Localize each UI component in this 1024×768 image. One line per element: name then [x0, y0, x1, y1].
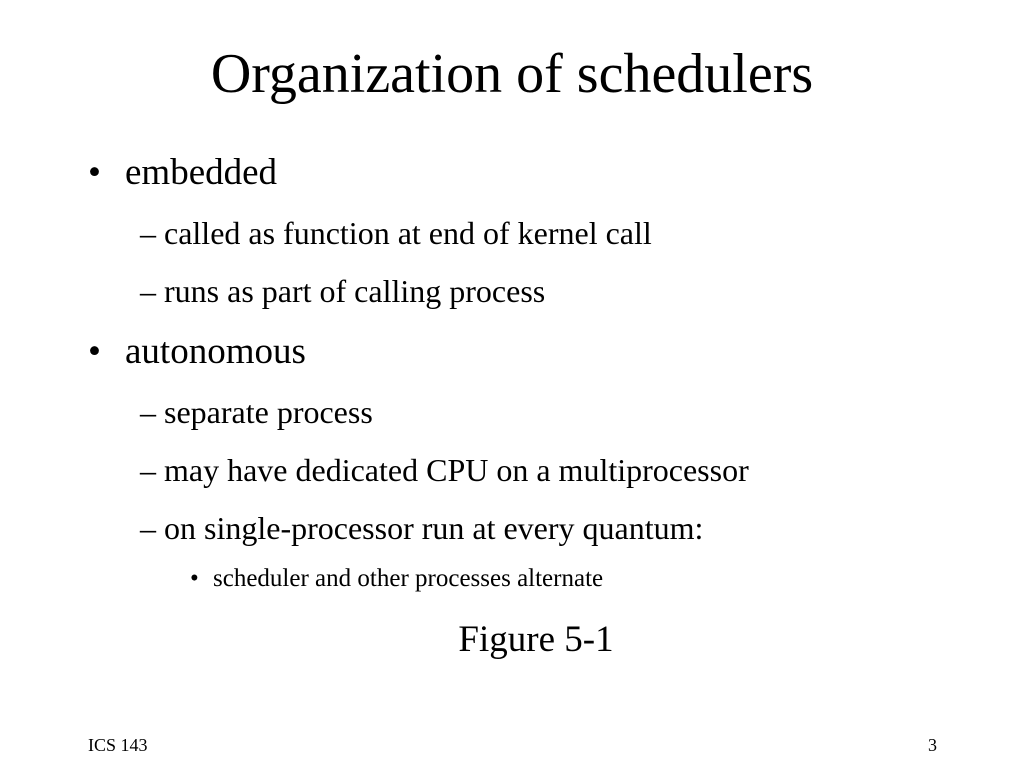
- sub-item: [140, 451, 749, 489]
- bullet-item-autonomous: [88, 330, 408, 374]
- dash-icon: –: [140, 215, 156, 251]
- dash-icon: –: [140, 394, 156, 430]
- bullet-icon: •: [88, 152, 101, 193]
- sub-item-text: on single-processor run at every quantum:: [164, 510, 704, 546]
- dash-icon: –: [140, 510, 156, 546]
- bullet-item-embedded: [88, 151, 388, 195]
- sub-item-text: separate process: [164, 394, 373, 430]
- sub-item: [140, 272, 545, 310]
- sub-item-text: may have dedicated CPU on a multiprocessor: [164, 452, 749, 488]
- sub-item: [140, 214, 652, 252]
- figure-caption: Figure 5-1: [458, 619, 614, 660]
- bullet-icon: •: [190, 565, 199, 592]
- sub-item-text: runs as part of calling process: [164, 273, 546, 309]
- footer-page-number: 3: [928, 735, 937, 755]
- sub-item-text: called as function at end of kernel call: [164, 215, 652, 251]
- sub-item: [140, 393, 373, 431]
- sub-sub-item-text: scheduler and other processes alternate: [213, 565, 604, 592]
- dash-icon: –: [140, 273, 156, 309]
- bullet-icon: •: [88, 331, 101, 372]
- slide-title: Organization of schedulers: [210, 43, 814, 105]
- dash-icon: –: [140, 452, 156, 488]
- bullet-text: autonomous: [125, 331, 306, 372]
- sub-sub-item: [190, 564, 603, 594]
- sub-item: [140, 509, 703, 547]
- footer-course-label: ICS 143: [88, 735, 148, 755]
- bullet-text: embedded: [125, 152, 278, 193]
